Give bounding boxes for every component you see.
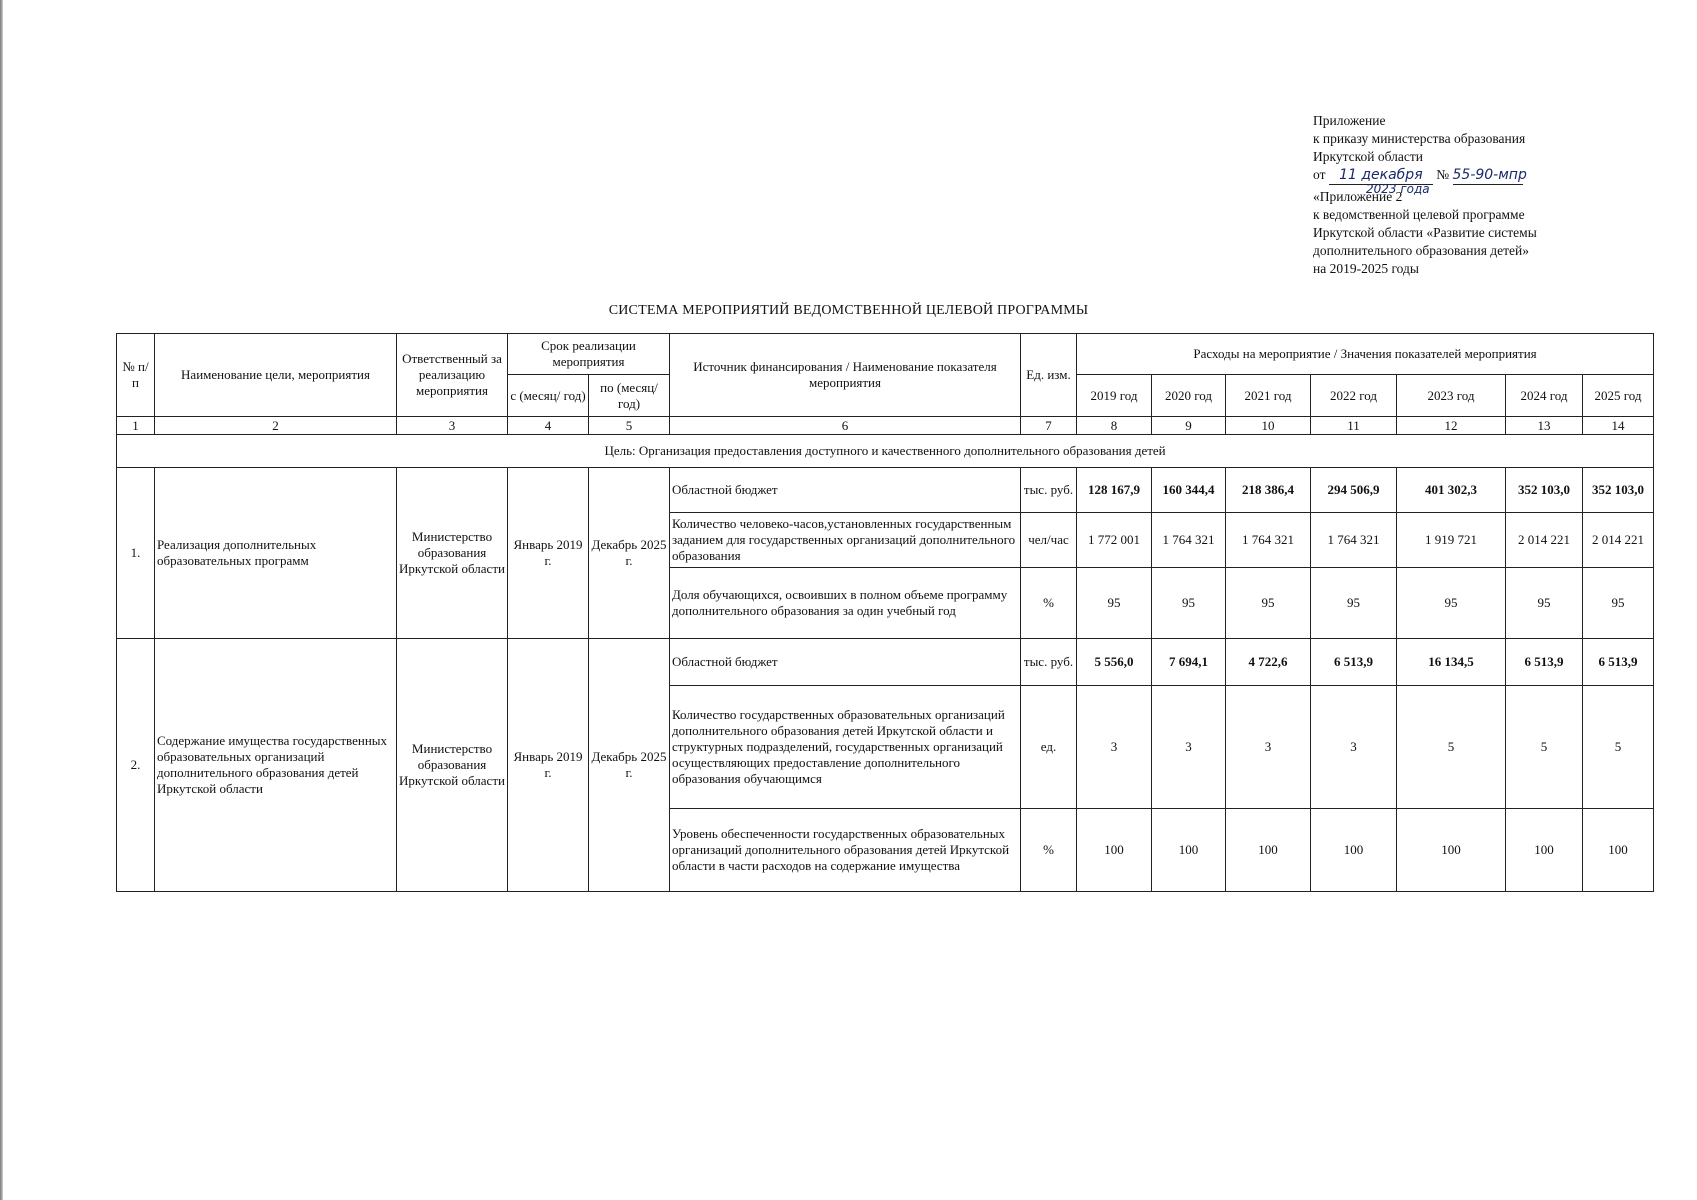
activities-table: [116, 333, 1654, 892]
indicator-value: 6 513,9: [1583, 639, 1654, 686]
order-year: 2023 года: [1366, 182, 1430, 196]
table-row: [117, 468, 1654, 513]
activity-end: Декабрь 2025 г.: [589, 468, 670, 639]
indicator-label: Количество государственных образовательных организаций дополнительного образования детей Иркутской области и структурных подразделений, государственных организаций осуществляющих предоставление дополнительного образования обучающимся: [670, 686, 1021, 809]
activity-start: Январь 2019 г.: [508, 639, 589, 892]
activity-number: 2.: [117, 639, 155, 892]
header-line-8: на 2019-2025 годы: [1313, 261, 1419, 276]
indicator-label: Областной бюджет: [670, 639, 1021, 686]
column-number: 11: [1311, 417, 1397, 435]
indicator-unit: чел/час: [1021, 513, 1077, 568]
header-name: Наименование цели, мероприятия: [155, 334, 397, 417]
indicator-value: 100: [1077, 809, 1152, 892]
table-row: [117, 639, 1654, 686]
order-date: 11 декабря: [1329, 166, 1433, 185]
indicator-value: 3: [1077, 686, 1152, 809]
activity-name: Содержание имущества государственных образовательных организаций дополнительного образования детей Иркутской области: [155, 639, 397, 892]
header-year: 2023 год: [1397, 375, 1506, 417]
indicator-label: Уровень обеспеченности государственных образовательных организаций дополнительного образования детей Иркутской области в части расходов на содержание имущества: [670, 809, 1021, 892]
header-expenses: Расходы на мероприятие / Значения показателей мероприятия: [1077, 334, 1654, 375]
indicator-value: 294 506,9: [1311, 468, 1397, 513]
indicator-value: 3: [1152, 686, 1226, 809]
header-source: Источник финансирования / Наименование показателя мероприятия: [670, 334, 1021, 417]
order-from-prefix: от: [1313, 167, 1326, 182]
indicator-value: 100: [1583, 809, 1654, 892]
column-number: 2: [155, 417, 397, 435]
indicator-value: 3: [1226, 686, 1311, 809]
column-number: 3: [397, 417, 508, 435]
header-num: № п/п: [117, 334, 155, 417]
column-number: 8: [1077, 417, 1152, 435]
indicator-value: 1 772 001: [1077, 513, 1152, 568]
indicator-value: 1 764 321: [1152, 513, 1226, 568]
header-line-5: к ведомственной целевой программе: [1313, 207, 1525, 222]
order-line: [1313, 166, 1613, 196]
indicator-value: 5: [1506, 686, 1583, 809]
indicator-value: 218 386,4: [1226, 468, 1311, 513]
activity-name: Реализация дополнительных образовательных программ: [155, 468, 397, 639]
indicator-label: Областной бюджет: [670, 468, 1021, 513]
header-year: 2021 год: [1226, 375, 1311, 417]
activity-number: 1.: [117, 468, 155, 639]
indicator-value: 95: [1583, 568, 1654, 639]
indicator-value: 1 764 321: [1311, 513, 1397, 568]
column-number: 12: [1397, 417, 1506, 435]
column-number: 7: [1021, 417, 1077, 435]
column-number: 5: [589, 417, 670, 435]
header-year: 2020 год: [1152, 375, 1226, 417]
column-number: 4: [508, 417, 589, 435]
indicator-value: 5: [1397, 686, 1506, 809]
header-unit: Ед. изм.: [1021, 334, 1077, 417]
column-numbers-row: [117, 417, 1654, 435]
indicator-value: 401 302,3: [1397, 468, 1506, 513]
header-line-1: Приложение: [1313, 113, 1386, 128]
column-number: 14: [1583, 417, 1654, 435]
indicator-label: Доля обучающихся, освоивших в полном объеме программу дополнительного образования за один учебный год: [670, 568, 1021, 639]
indicator-value: 95: [1226, 568, 1311, 639]
header-line-6: Иркутской области «Развитие системы: [1313, 225, 1537, 240]
column-number: 6: [670, 417, 1021, 435]
column-number: 10: [1226, 417, 1311, 435]
indicator-value: 3: [1311, 686, 1397, 809]
indicator-value: 1 919 721: [1397, 513, 1506, 568]
header-year: 2025 год: [1583, 375, 1654, 417]
indicator-value: 100: [1506, 809, 1583, 892]
scan-edge: [0, 0, 3, 1200]
indicator-value: 160 344,4: [1152, 468, 1226, 513]
approval-header: [1313, 112, 1613, 278]
indicator-value: 16 134,5: [1397, 639, 1506, 686]
header-from: с (месяц/ год): [508, 375, 589, 417]
indicator-value: 5 556,0: [1077, 639, 1152, 686]
indicator-value: 6 513,9: [1311, 639, 1397, 686]
indicator-value: 100: [1397, 809, 1506, 892]
order-number-prefix: №: [1436, 167, 1450, 182]
indicator-unit: ед.: [1021, 686, 1077, 809]
column-number: 9: [1152, 417, 1226, 435]
indicator-value: 100: [1152, 809, 1226, 892]
indicator-unit: %: [1021, 568, 1077, 639]
indicator-value: 95: [1311, 568, 1397, 639]
indicator-unit: тыс. руб.: [1021, 468, 1077, 513]
header-line-7: дополнительного образования детей»: [1313, 243, 1529, 258]
indicator-label: Количество человеко-часов,установленных государственным заданием для государственных организаций дополнительного образования: [670, 513, 1021, 568]
header-line-2: к приказу министерства образования: [1313, 131, 1526, 146]
column-number: 13: [1506, 417, 1583, 435]
goal-row: Цель: Организация предоставления доступного и качественного дополнительного образования детей: [117, 435, 1654, 468]
order-number: 55-90-мпр: [1452, 167, 1527, 183]
indicator-value: 95: [1506, 568, 1583, 639]
header-responsible: Ответственный за реализацию мероприятия: [397, 334, 508, 417]
indicator-value: 95: [1152, 568, 1226, 639]
activity-start: Январь 2019 г.: [508, 468, 589, 639]
indicator-unit: %: [1021, 809, 1077, 892]
header-period: Срок реализации мероприятия: [508, 334, 670, 375]
indicator-value: 352 103,0: [1583, 468, 1654, 513]
indicator-value: 100: [1311, 809, 1397, 892]
indicator-value: 7 694,1: [1152, 639, 1226, 686]
header-year: 2019 год: [1077, 375, 1152, 417]
activity-end: Декабрь 2025 г.: [589, 639, 670, 892]
indicator-value: 5: [1583, 686, 1654, 809]
header-to: по (месяц/ год): [589, 375, 670, 417]
indicator-unit: тыс. руб.: [1021, 639, 1077, 686]
activity-responsible: Министерство образования Иркутской области: [397, 468, 508, 639]
indicator-value: 4 722,6: [1226, 639, 1311, 686]
indicator-value: 100: [1226, 809, 1311, 892]
indicator-value: 6 513,9: [1506, 639, 1583, 686]
indicator-value: 128 167,9: [1077, 468, 1152, 513]
indicator-value: 2 014 221: [1583, 513, 1654, 568]
header-year: 2022 год: [1311, 375, 1397, 417]
document-title: СИСТЕМА МЕРОПРИЯТИЙ ВЕДОМСТВЕННОЙ ЦЕЛЕВОЙ ПРОГРАММЫ: [608, 303, 1089, 318]
indicator-value: 95: [1077, 568, 1152, 639]
activity-responsible: Министерство образования Иркутской области: [397, 639, 508, 892]
column-number: 1: [117, 417, 155, 435]
header-line-3: Иркутской области: [1313, 149, 1424, 164]
indicator-value: 352 103,0: [1506, 468, 1583, 513]
header-year: 2024 год: [1506, 375, 1583, 417]
indicator-value: 95: [1397, 568, 1506, 639]
indicator-value: 1 764 321: [1226, 513, 1311, 568]
header-line-4: «Приложение 2: [1313, 189, 1403, 204]
indicator-value: 2 014 221: [1506, 513, 1583, 568]
